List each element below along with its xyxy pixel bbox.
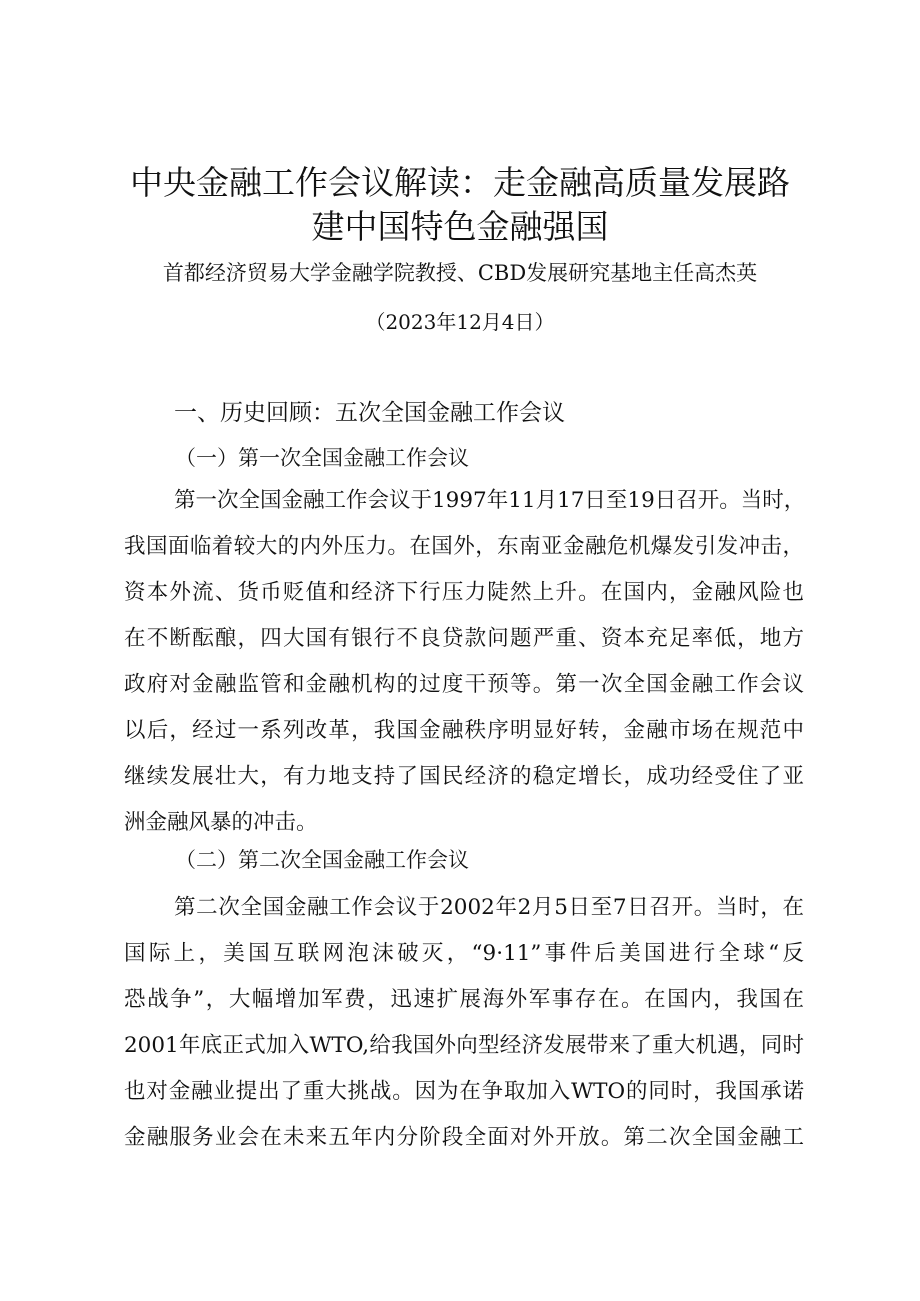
paragraph-2-line: 国际上，美国互联网泡沫破灭，“9·11”事件后美国进行全球“反 (124, 941, 804, 966)
paragraph-2-line: 第二次全国金融工作会议于2002年2月5日至7日召开。当时，在 (174, 895, 804, 920)
title-line-1: 中央金融工作会议解读：走金融高质量发展路 (130, 163, 790, 202)
subsection-heading-1: （一）第一次全国金融工作会议 (175, 446, 469, 470)
paragraph-1-line: 继续发展壮大，有力地支持了国民经济的稳定增长，成功经受住了亚 (124, 764, 804, 789)
paragraph-1-line: 政府对金融监管和金融机构的过度干预等。第一次全国金融工作会议 (124, 672, 804, 697)
title-line-2: 建中国特色金融强国 (311, 207, 609, 246)
paragraph-1-line: 在不断酝酿，四大国有银行不良贷款问题严重、资本充足率低，地方 (124, 626, 804, 651)
paragraph-2-line: 2001年底正式加入WTO,给我国外向型经济发展带来了重大机遇，同时 (124, 1033, 804, 1058)
date-line: （2023年12月4日） (365, 310, 555, 334)
paragraph-2-line: 也对金融业提出了重大挑战。因为在争取加入WTO的同时，我国承诺 (124, 1079, 804, 1104)
author-line: 首都经济贸易大学金融学院教授、CBD发展研究基地主任高杰英 (162, 261, 758, 285)
paragraph-1-line: 第一次全国金融工作会议于1997年11月17日至19日召开。当时， (174, 488, 806, 513)
paragraph-1-line: 以后，经过一系列改革，我国金融秩序明显好转，金融市场在规范中 (124, 718, 804, 743)
paragraph-2-line: 恐战争”，大幅增加军费，迅速扩展海外军事存在。在国内，我国在 (124, 987, 804, 1012)
section-heading: 一、历史回顾：五次全国金融工作会议 (174, 400, 565, 426)
paragraph-1-line: 资本外流、货币贬值和经济下行压力陡然上升。在国内，金融风险也 (124, 580, 804, 605)
paragraph-1-line: 我国面临着较大的内外压力。在国外，东南亚金融危机爆发引发冲击， (124, 534, 804, 559)
subsection-heading-2: （二）第二次全国金融工作会议 (175, 848, 469, 872)
paragraph-2-line: 金融服务业会在未来五年内分阶段全面对外开放。第二次全国金融工 (124, 1125, 804, 1150)
paragraph-1-line: 洲金融风暴的冲击。 (124, 810, 318, 835)
